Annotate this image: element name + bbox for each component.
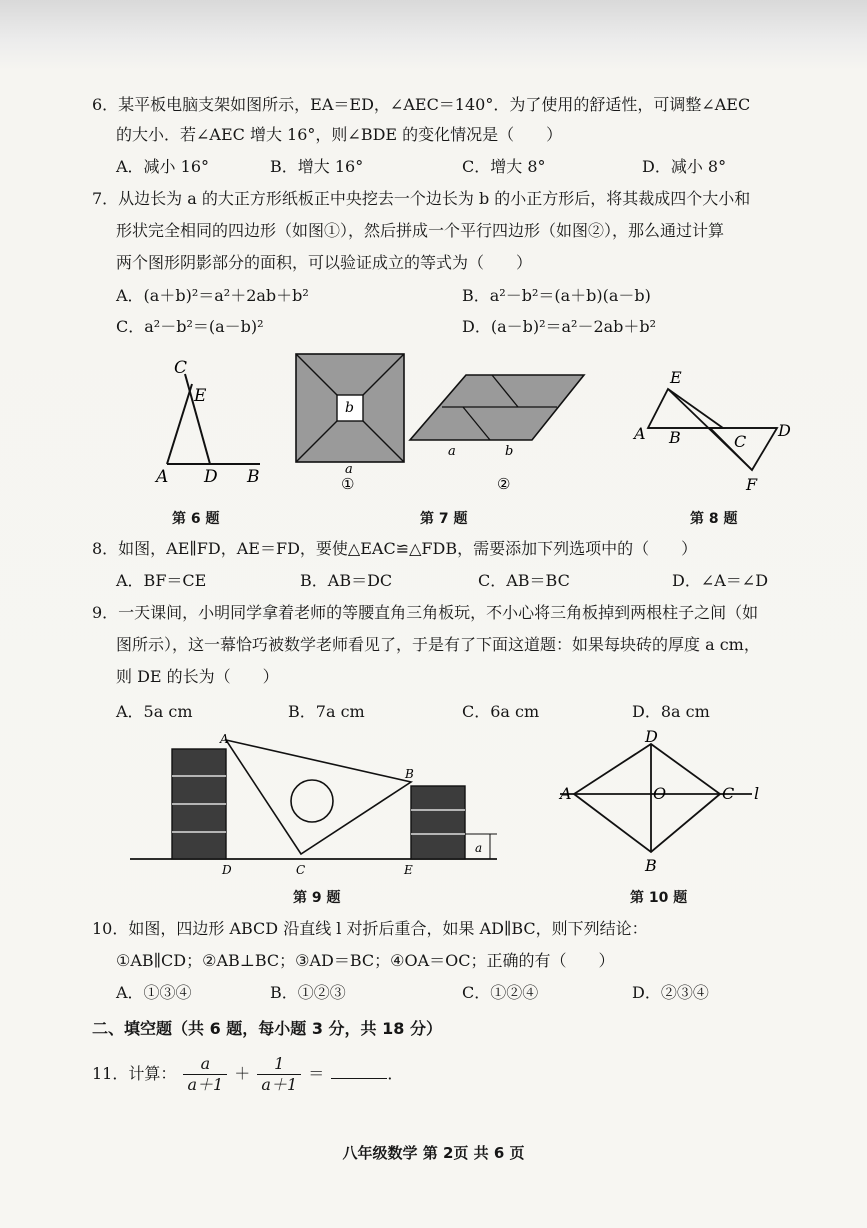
fig7-label-b2: b: [505, 444, 514, 459]
q11-plus: ＋: [234, 1064, 251, 1083]
q6-line2: 的大小．若∠AEC 增大 16°，则∠BDE 的变化情况是（ ）: [116, 125, 563, 144]
fig6-label-a: A: [156, 467, 169, 487]
q9-option-b[interactable]: B．7a cm: [288, 702, 365, 721]
fig7-circle-2: ②: [497, 475, 511, 493]
q7-line1: 7．从边长为 a 的大正方形纸板正中央挖去一个边长为 b 的小正方形后，将其裁成四个大小和: [92, 189, 751, 208]
q7-option-a[interactable]: A．(a＋b)²＝a²＋2ab＋b²: [116, 286, 309, 305]
fig8-label-f: F: [746, 475, 758, 494]
figure-7-parallelogram: [410, 375, 584, 440]
q10-option-a[interactable]: A．①③④: [116, 983, 192, 1002]
caption-fig8: 第 8 题: [690, 511, 738, 527]
q6-option-b[interactable]: B．增大 16°: [270, 157, 364, 176]
q6-option-c[interactable]: C．增大 8°: [462, 157, 546, 176]
q10-option-d[interactable]: D．②③④: [632, 983, 709, 1002]
q7-option-b[interactable]: B．a²－b²＝(a＋b)(a－b): [462, 286, 651, 305]
figures-row-1: [0, 345, 867, 535]
q11-frac1-denominator: a＋1: [187, 1075, 224, 1094]
fig10-label-o: O: [653, 784, 667, 803]
fig9-label-a: A: [220, 732, 229, 746]
q8-line1: 8．如图，AE∥FD，AE＝FD，要使△EAC≌△FDB，需要添加下列选项中的（ ）: [92, 539, 698, 558]
fig10-label-b: B: [645, 856, 657, 875]
q11-fraction-2: [257, 1054, 301, 1095]
caption-fig10: 第 10 题: [630, 890, 688, 906]
q7-option-c[interactable]: C．a²－b²＝(a－b)²: [116, 317, 264, 336]
fig7-label-a2: a: [448, 444, 456, 459]
q9-option-d[interactable]: D．8a cm: [632, 702, 710, 721]
q6-option-a[interactable]: A．减小 16°: [116, 157, 210, 176]
fig7-label-a: a: [345, 462, 353, 477]
q8-option-d[interactable]: D．∠A＝∠D: [672, 571, 769, 590]
q10-option-c[interactable]: C．①②④: [462, 983, 539, 1002]
q9-line1: 9．一天课间，小明同学拿着老师的等腰直角三角板玩，不小心将三角板掉到两根柱子之间（如: [92, 603, 759, 622]
q10-line2: ①AB∥CD；②AB⊥BC；③AD＝BC；④OA＝OC；正确的有（ ）: [116, 951, 615, 970]
fig9-label-brick-a: a: [475, 841, 483, 855]
caption-fig9: 第 9 题: [293, 890, 341, 906]
figures-row-2: [0, 728, 867, 888]
q11-frac2-denominator: a＋1: [261, 1075, 298, 1094]
fig8-label-b: B: [669, 428, 681, 447]
fig6-label-e: E: [194, 386, 207, 406]
fig6-label-b: B: [247, 467, 260, 487]
fig8-label-d: D: [778, 421, 791, 440]
q10-line1: 10．如图，四边形 ABCD 沿直线 l 对折后重合，如果 AD∥BC，则下列结论：: [92, 919, 648, 938]
figure-8: [648, 389, 777, 470]
q11-answer-blank[interactable]: [331, 1064, 387, 1079]
fig7-label-b: b: [345, 400, 354, 416]
q10-option-b[interactable]: B．①②③: [270, 983, 346, 1002]
fig10-label-l: l: [754, 784, 760, 803]
q7-option-d[interactable]: D．(a－b)²＝a²－2ab＋b²: [462, 317, 657, 336]
q9-line3: 则 DE 的长为（ ）: [116, 667, 279, 686]
page-footer: 八年级数学 第 2页 共 6 页: [342, 1144, 525, 1162]
section-2-heading: 二、填空题（共 6 题，每小题 3 分，共 18 分）: [92, 1019, 442, 1038]
fig8-label-e: E: [670, 368, 682, 387]
q11-end: ．: [387, 1064, 404, 1083]
fig6-label-c: C: [174, 358, 188, 378]
q7-line3: 两个图形阴影部分的面积，可以验证成立的等式为（ ）: [116, 253, 533, 272]
q6-line1: 6．某平板电脑支架如图所示，EA＝ED，∠AEC＝140°．为了使用的舒适性，可调整∠AEC: [92, 95, 751, 114]
fig10-label-d: D: [645, 728, 658, 746]
q9-option-a[interactable]: A．5a cm: [116, 702, 193, 721]
q8-option-a[interactable]: A．BF＝CE: [116, 571, 207, 590]
q11-prefix: 11．计算：: [92, 1064, 177, 1083]
fig9-label-e: E: [404, 863, 413, 877]
q11-fraction-1: [183, 1054, 227, 1095]
q9-line2: 图所示），这一幕恰巧被数学老师看见了，于是有了下面这道题：如果每块砖的厚度 a cm，: [116, 635, 760, 654]
caption-fig7: 第 7 题: [420, 511, 468, 527]
q6-option-d[interactable]: D．减小 8°: [642, 157, 727, 176]
fig9-label-b: B: [405, 767, 414, 781]
fig10-label-a: A: [560, 784, 572, 803]
figure-9: [130, 740, 497, 859]
fig6-label-d: D: [204, 467, 218, 487]
caption-fig6: 第 6 题: [172, 511, 220, 527]
q11: [92, 1052, 403, 1096]
q11-frac1-numerator: a: [183, 1054, 227, 1075]
q8-option-c[interactable]: C．AB＝BC: [478, 571, 570, 590]
fig8-label-a: A: [634, 424, 646, 443]
q9-option-c[interactable]: C．6a cm: [462, 702, 540, 721]
figure-6: [167, 374, 260, 464]
fig9-label-c: C: [296, 863, 306, 877]
fig9-label-d: D: [222, 863, 232, 877]
fig10-label-c: C: [722, 784, 735, 803]
fig8-label-c: C: [734, 432, 747, 451]
q8-option-b[interactable]: B．AB＝DC: [300, 571, 393, 590]
q11-frac2-numerator: 1: [257, 1054, 301, 1075]
q7-line2: 形状完全相同的四边形（如图①），然后拼成一个平行四边形（如图②），那么通过计算: [116, 221, 725, 240]
q11-equals: ＝: [308, 1064, 325, 1083]
fig7-circle-1: ①: [341, 475, 355, 493]
